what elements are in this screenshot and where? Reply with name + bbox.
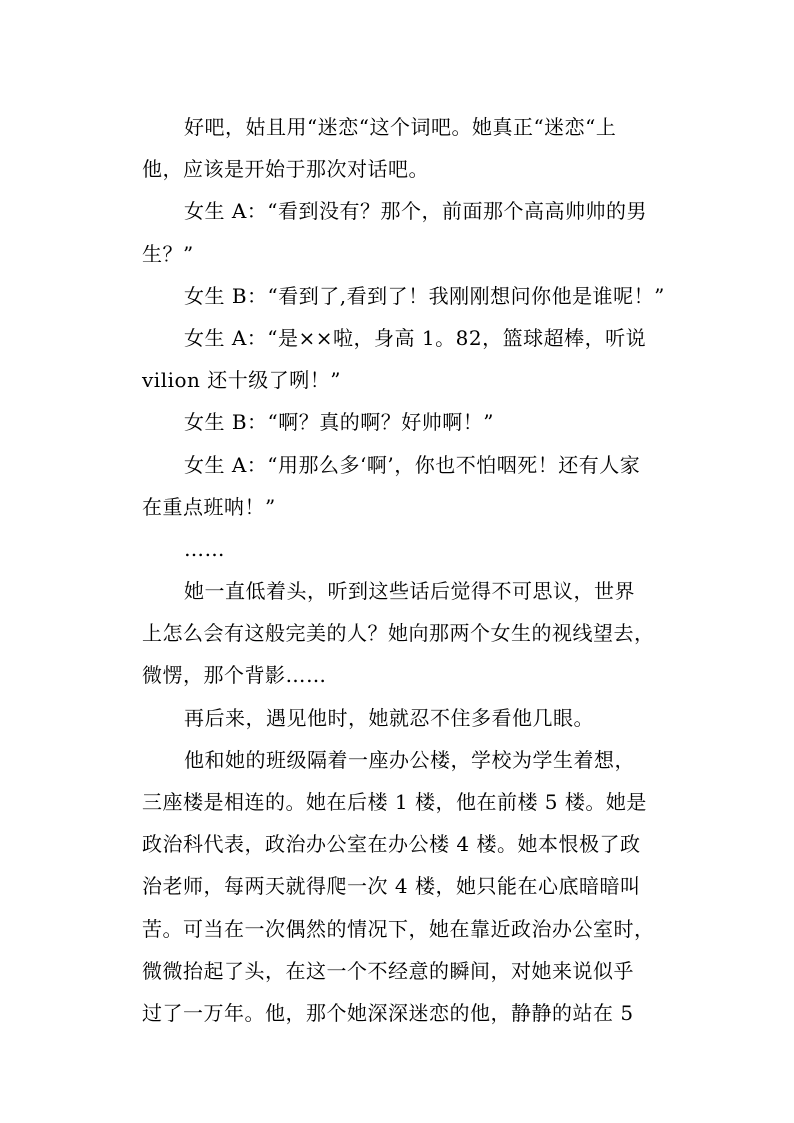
text-line: 她一直低着头，听到这些话后觉得不可思议，世界	[184, 579, 635, 604]
text-line: 女生 A：“是××啦，身高 1。82，篮球超棒，听说	[184, 325, 647, 350]
text-line: 女生 A：“看到没有？那个，前面那个高高帅帅的男	[184, 199, 648, 224]
text-line: 政治科代表，政治办公室在办公楼 4 楼。她本恨极了政	[142, 832, 641, 857]
text-line: 女生 A：“用那么多‘啊’，你也不怕咽死！还有人家	[184, 452, 641, 477]
text-line: 女生 B：“啊？真的啊？好帅啊！”	[184, 410, 495, 435]
text-line: 治老师，每两天就得爬一次 4 楼，她只能在心底暗暗叫	[142, 874, 641, 899]
text-line: 在重点班呐！”	[142, 494, 276, 519]
text-line: 上怎么会有这般完美的人？她向那两个女生的视线望去，	[142, 621, 655, 646]
body-text	[142, 106, 664, 1034]
text-line: 三座楼是相连的。她在后楼 1 楼，他在前楼 5 楼。她是	[142, 790, 647, 814]
text-line: 微微抬起了头，在这一个不经意的瞬间，对她来说似乎	[142, 958, 634, 983]
text-line: 过了一万年。他，那个她深深迷恋的他，静静的站在 5	[142, 1000, 634, 1025]
text-line: 女生 B：“看到了,看到了！我刚刚想问你他是谁呢！”	[184, 283, 665, 308]
text-line: 好吧，姑且用“迷恋“这个词吧。她真正“迷恋“上	[184, 115, 617, 139]
text-line: 苦。可当在一次偶然的情况下，她在靠近政治办公室时，	[142, 916, 655, 941]
text-line: 微愣，那个背影……	[142, 663, 327, 688]
text-line: 再后来，遇见他时，她就忍不住多看他几眼。	[184, 705, 594, 730]
text-line: ……	[184, 536, 225, 561]
text-line: 他和她的班级隔着一座办公楼，学校为学生着想，	[184, 747, 635, 772]
text-line: vilion 还十级了咧！”	[142, 368, 341, 393]
text-line: 生？”	[142, 241, 194, 266]
text-line: 他，应该是开始于那次对话吧。	[142, 157, 429, 182]
